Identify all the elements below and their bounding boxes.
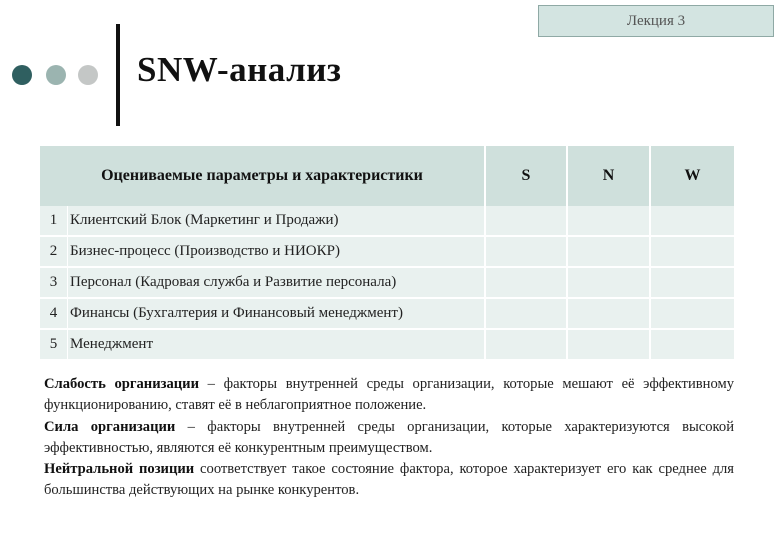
header-n: N	[568, 146, 651, 206]
table-row	[40, 330, 734, 359]
row-name: Менеджмент	[68, 330, 486, 359]
table-row	[40, 206, 734, 235]
table-row	[40, 268, 734, 297]
table-body	[40, 206, 734, 359]
cell-s[interactable]	[486, 206, 568, 235]
row-number: 5	[40, 330, 68, 359]
cell-w[interactable]	[651, 237, 734, 266]
strength-text: – факторы внутренней среды организации, которые характеризуются высокой эффективностью, являются её конкурентным преимуществом.	[44, 418, 735, 456]
snw-table	[40, 146, 734, 359]
cell-s[interactable]	[486, 237, 568, 266]
header-w: W	[684, 167, 701, 184]
row-name: Финансы (Бухгалтерия и Финансовый менеджмент)	[68, 299, 486, 328]
slide-title: SNW-анализ	[137, 50, 342, 89]
row-number: 2	[40, 237, 68, 266]
decor-dot-medium	[46, 65, 66, 85]
title-divider	[116, 24, 120, 126]
decor-dot-dark	[12, 65, 32, 85]
weakness-definition	[44, 374, 734, 417]
cell-n[interactable]	[568, 299, 651, 328]
cell-n[interactable]	[568, 237, 651, 266]
cell-w[interactable]	[651, 268, 734, 297]
cell-s[interactable]	[486, 268, 568, 297]
table-row	[40, 237, 734, 266]
cell-s[interactable]	[486, 299, 568, 328]
header-params: Оцениваемые параметры и характеристики	[40, 146, 486, 206]
weakness-text: – факторы внутренней среды организации, которые мешают её эффективному функционированию, ставят её в неблагоприятное положение.	[44, 376, 734, 414]
table-header	[40, 146, 734, 206]
header-s: S	[486, 146, 568, 206]
row-number: 4	[40, 299, 68, 328]
neutral-term: Нейтральной позиции	[44, 461, 195, 478]
strength-term: Сила организации	[44, 418, 176, 435]
lecture-label: Лекция 3	[538, 5, 774, 37]
cell-w[interactable]	[651, 206, 734, 235]
decor-dot-light	[78, 65, 98, 85]
strength-definition	[44, 417, 734, 460]
row-name: Клиентский Блок (Маркетинг и Продажи)	[68, 206, 486, 235]
definitions-text	[44, 374, 734, 502]
neutral-definition	[44, 459, 734, 502]
cell-n[interactable]	[568, 268, 651, 297]
row-number: 3	[40, 268, 68, 297]
row-name: Бизнес-процесс (Производство и НИОКР)	[68, 237, 486, 266]
cell-n[interactable]	[568, 330, 651, 359]
cell-w[interactable]	[651, 299, 734, 328]
row-number: 1	[40, 206, 68, 235]
table-row	[40, 299, 734, 328]
cell-s[interactable]	[486, 330, 568, 359]
row-name: Персонал (Кадровая служба и Развитие персонала)	[68, 268, 486, 297]
cell-n[interactable]	[568, 206, 651, 235]
weakness-term: Слабость организации	[44, 376, 199, 392]
neutral-text: соответствует такое состояние фактора, которое характеризует его как среднее для большинства действующих на рынке конкурентов.	[44, 461, 734, 499]
cell-w[interactable]	[651, 330, 734, 359]
